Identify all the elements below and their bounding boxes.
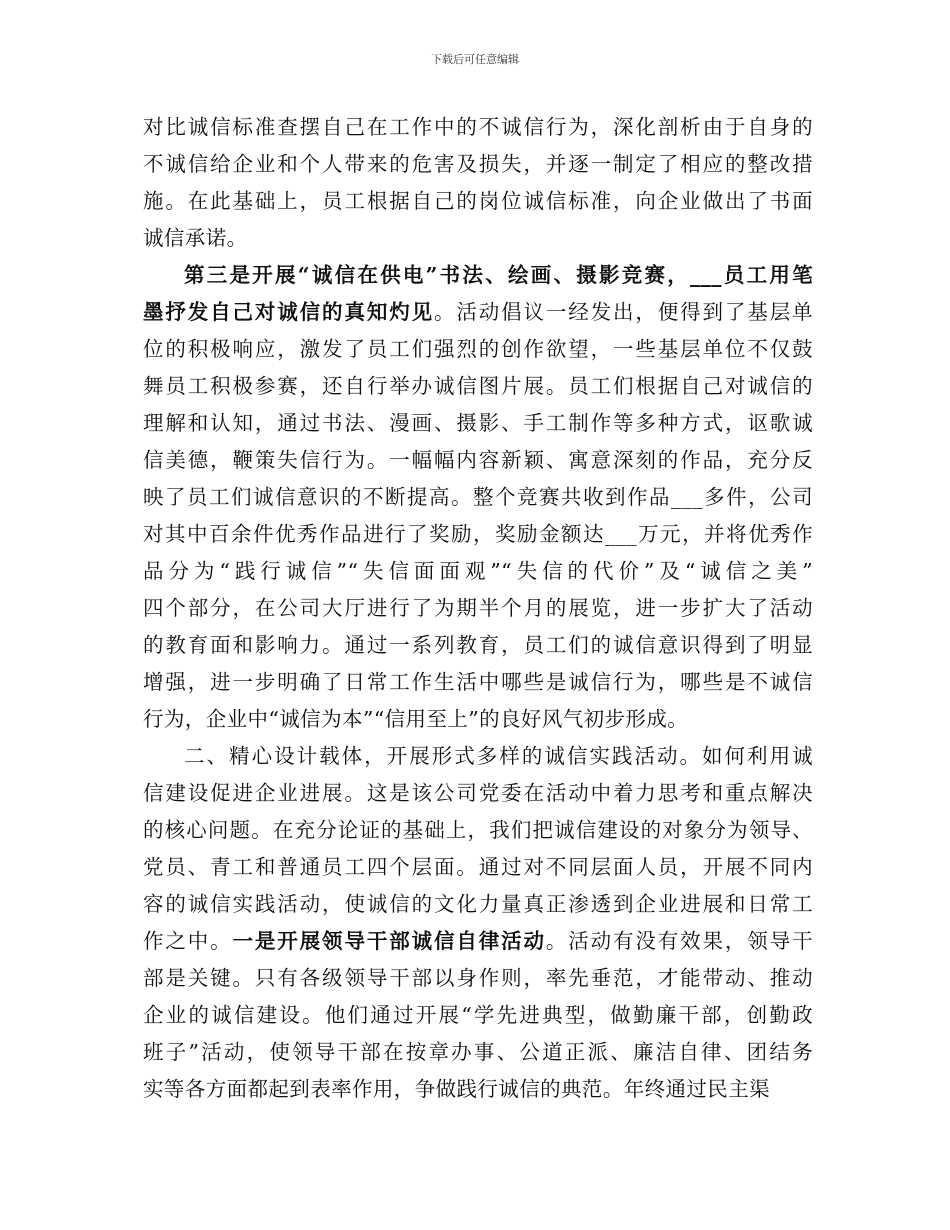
- text-line: [143, 1071, 813, 1108]
- text-run: 容的诚信实践活动，使诚信的文化力量真正渗透到企业进展和日常工: [143, 892, 813, 916]
- bold-text-run: 第三是开展“诚信在供电”书法、绘画、摄影竞赛，___员工用笔: [184, 263, 813, 287]
- text-run: 映了员工们诚信意识的不断提高。整个竞赛共收到作品___多件，公司: [143, 485, 813, 509]
- text-line: [143, 590, 813, 627]
- text-run: 诚信承诺。: [143, 226, 248, 250]
- bold-text-run: 一是开展领导干部诚信自律活动: [232, 929, 546, 953]
- text-run: 对其中百余件优秀作品进行了奖励，奖励金额达___万元，并将优秀作: [143, 522, 813, 546]
- paragraph-1: [143, 109, 813, 257]
- text-run: 四个部分，在公司大厅进行了为期半个月的展览，进一步扩大了活动: [143, 596, 813, 620]
- text-line: [143, 183, 813, 220]
- text-line: [143, 664, 813, 701]
- text-line: [143, 738, 813, 775]
- text-line: [143, 960, 813, 997]
- text-run: 理解和认知，通过书法、漫画、摄影、手工制作等多种方式，讴歌诚: [143, 411, 813, 435]
- text-line: [143, 368, 813, 405]
- paragraph-3: [143, 738, 813, 1108]
- text-run: 不诚信给企业和个人带来的危害及损失，并逐一制定了相应的整改措: [143, 152, 813, 176]
- text-run: 。活动有没有效果，领导干: [545, 929, 813, 953]
- text-line: [143, 479, 813, 516]
- text-run: 党员、青工和普通员工四个层面。通过对不同层面人员，开展不同内: [143, 855, 813, 879]
- text-run: 施。在此基础上，员工根据自己的岗位诚信标准，向企业做出了书面: [143, 189, 813, 213]
- text-line: [143, 923, 813, 960]
- text-run: 位的积极响应，激发了员工们强烈的创作欲望，一些基层单位不仅鼓: [143, 337, 813, 361]
- text-line: [143, 220, 813, 257]
- text-run: 信美德，鞭策失信行为。一幅幅内容新颖、寓意深刻的作品，充分反: [143, 448, 813, 472]
- document-body: [143, 109, 813, 1108]
- text-line: [143, 331, 813, 368]
- paragraph-2: [143, 257, 813, 738]
- text-line: [143, 1034, 813, 1071]
- text-line: [143, 627, 813, 664]
- text-run: 舞员工积极参赛，还自行举办诚信图片展。员工们根据自己对诚信的: [143, 374, 813, 398]
- text-line: [143, 997, 813, 1034]
- text-line: [143, 109, 813, 146]
- text-line: [143, 294, 813, 331]
- text-run: 的核心问题。在充分论证的基础上，我们把诚信建设的对象分为领导、: [143, 818, 813, 842]
- text-run: 增强，进一步明确了日常工作生活中哪些是诚信行为，哪些是不诚信: [143, 670, 813, 694]
- text-run: 班子”活动，使领导干部在按章办事、公道正派、廉洁自律、团结务: [143, 1040, 813, 1064]
- text-line: [143, 553, 813, 590]
- text-run: 作之中。: [143, 929, 233, 953]
- page-header: 下载后可任意编辑: [431, 53, 519, 66]
- text-run: 。活动倡议一经发出，便得到了基层单: [433, 300, 813, 324]
- text-line: [143, 516, 813, 553]
- text-line: [143, 146, 813, 183]
- text-run: 实等各方面都起到表率作用，争做践行诚信的典范。年终通过民主渠: [143, 1077, 770, 1101]
- text-run: 对比诚信标准查摆自己在工作中的不诚信行为，深化剖析由于自身的: [143, 115, 813, 139]
- text-run: 品分为“践行诚信”“失信面面观”“失信的代价”及“诚信之美”: [143, 559, 813, 583]
- text-run: 的教育面和影响力。通过一系列教育，员工们的诚信意识得到了明显: [143, 633, 813, 657]
- text-line: [143, 257, 813, 294]
- text-line: [143, 812, 813, 849]
- text-run: 信建设促进企业进展。这是该公司党委在活动中着力思考和重点解决: [143, 781, 813, 805]
- text-run: 行为，企业中“诚信为本”“信用至上”的良好风气初步形成。: [143, 707, 689, 731]
- bold-text-run: 墨抒发自己对诚信的真知灼见: [143, 300, 434, 324]
- text-line: [143, 849, 813, 886]
- text-line: [143, 886, 813, 923]
- text-run: 二、精心设计载体，开展形式多样的诚信实践活动。如何利用诚: [184, 744, 813, 768]
- text-line: [143, 701, 813, 738]
- text-run: 部是关键。只有各级领导干部以身作则，率先垂范，才能带动、推动: [143, 966, 813, 990]
- text-line: [143, 405, 813, 442]
- text-run: 企业的诚信建设。他们通过开展“学先进典型，做勤廉干部，创勤政: [143, 1003, 813, 1027]
- text-line: [143, 775, 813, 812]
- text-line: [143, 442, 813, 479]
